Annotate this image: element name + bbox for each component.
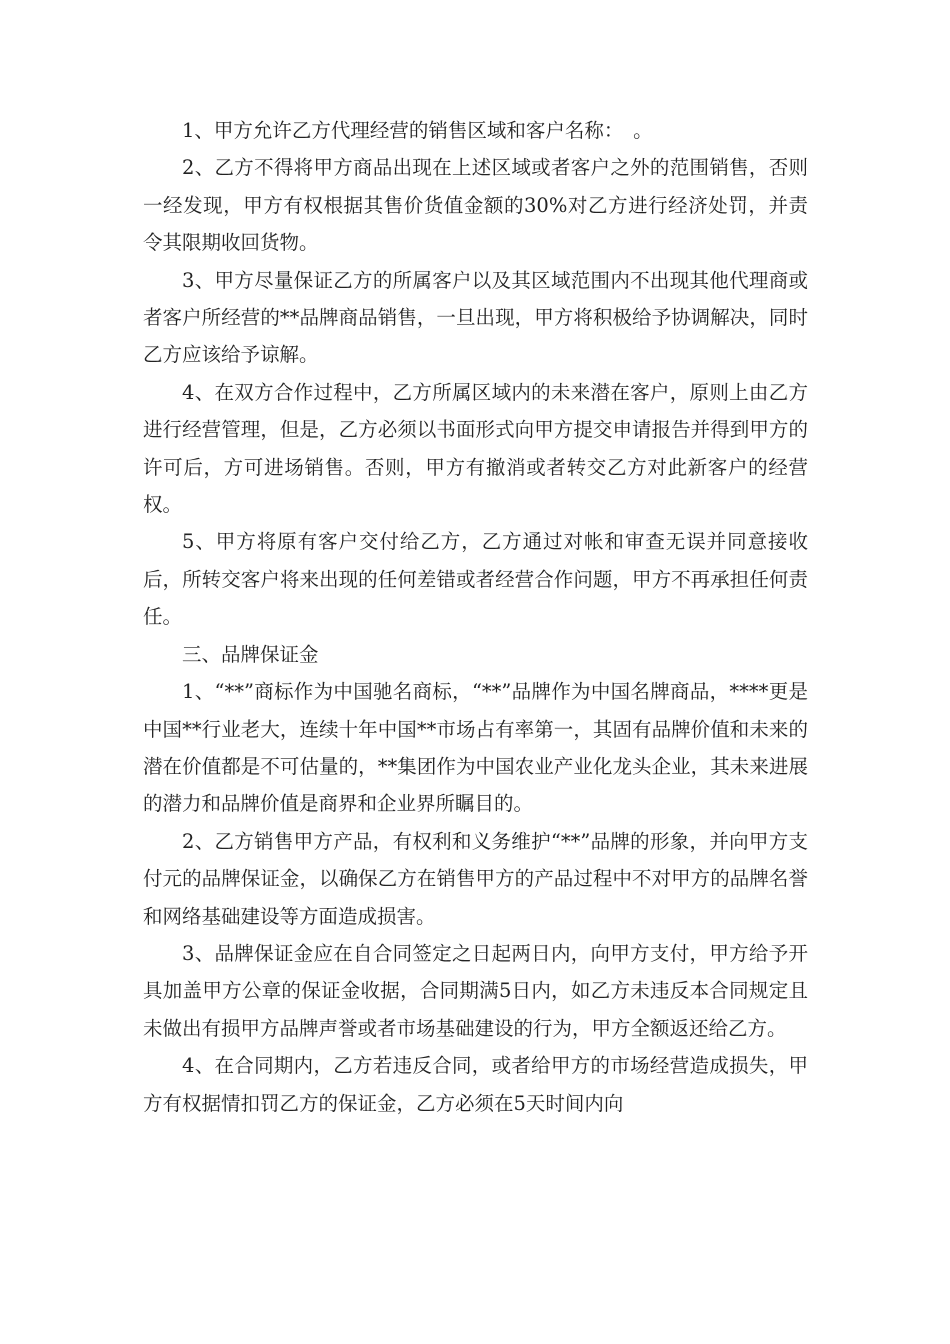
deposit-clause-1-brand-value: 1、“**”商标作为中国驰名商标，“**”品牌作为中国名牌商品，****更是中国**行业老大，连续十年中国**市场占有率第一，其固有品牌价值和未来的潜在价值都是不可估量的，**集团作为中国农业产业化龙头企业，其未来进展的潜力和品牌价值是商界和企业界所瞩目的。: [143, 680, 808, 816]
clause-2-out-of-region-penalty: 2、乙方不得将甲方商品出现在上述区域或者客户之外的范围销售，否则一经发现，甲方有权根据其售价货值金额的30%对乙方进行经济处罚，并责令其限期收回货物。: [143, 156, 808, 255]
clause-5-customer-handover: 5、甲方将原有客户交付给乙方，乙方通过对帐和审查无误并同意接收后，所转交客户将来出现的任何差错或者经营合作问题，甲方不再承担任何责任。: [143, 530, 808, 629]
document-body: [143, 112, 808, 1122]
deposit-clause-4-deduction: 4、在合同期内，乙方若违反合同，或者给甲方的市场经营造成损失，甲方有权据情扣罚乙方的保证金，乙方必须在5天时间内向: [143, 1054, 808, 1115]
deposit-clause-2-brand-protection: 2、乙方销售甲方产品，有权利和义务维护“**”品牌的形象，并向甲方支付元的品牌保证金，以确保乙方在销售甲方的产品过程中不对甲方的品牌名誉和网络基础建设等方面造成损害。: [143, 829, 808, 928]
section-heading-brand-deposit: 三、品牌保证金: [182, 642, 319, 666]
deposit-clause-3-payment-refund: 3、品牌保证金应在自合同签定之日起两日内，向甲方支付，甲方给予开具加盖甲方公章的保证金收据，合同期满5日内，如乙方未违反本合同规定且未做出有损甲方品牌声誉或者市场基础建设的行为，甲方全额返还给乙方。: [143, 941, 808, 1040]
clause-4-potential-customers: 4、在双方合作过程中，乙方所属区域内的未来潜在客户，原则上由乙方进行经营管理，但是，乙方必须以书面形式向甲方提交申请报告并得到甲方的许可后，方可进场销售。否则，甲方有撤消或者转交乙方对此新客户的经营权。: [143, 380, 808, 517]
clause-3-exclusive-protection: 3、甲方尽量保证乙方的所属客户以及其区域范围内不出现其他代理商或者客户所经营的**品牌商品销售，一旦出现，甲方将积极给予协调解决，同时乙方应该给予谅解。: [143, 268, 808, 367]
clause-1-sales-region: 1、甲方允许乙方代理经营的销售区域和客户名称： 。: [182, 119, 653, 142]
